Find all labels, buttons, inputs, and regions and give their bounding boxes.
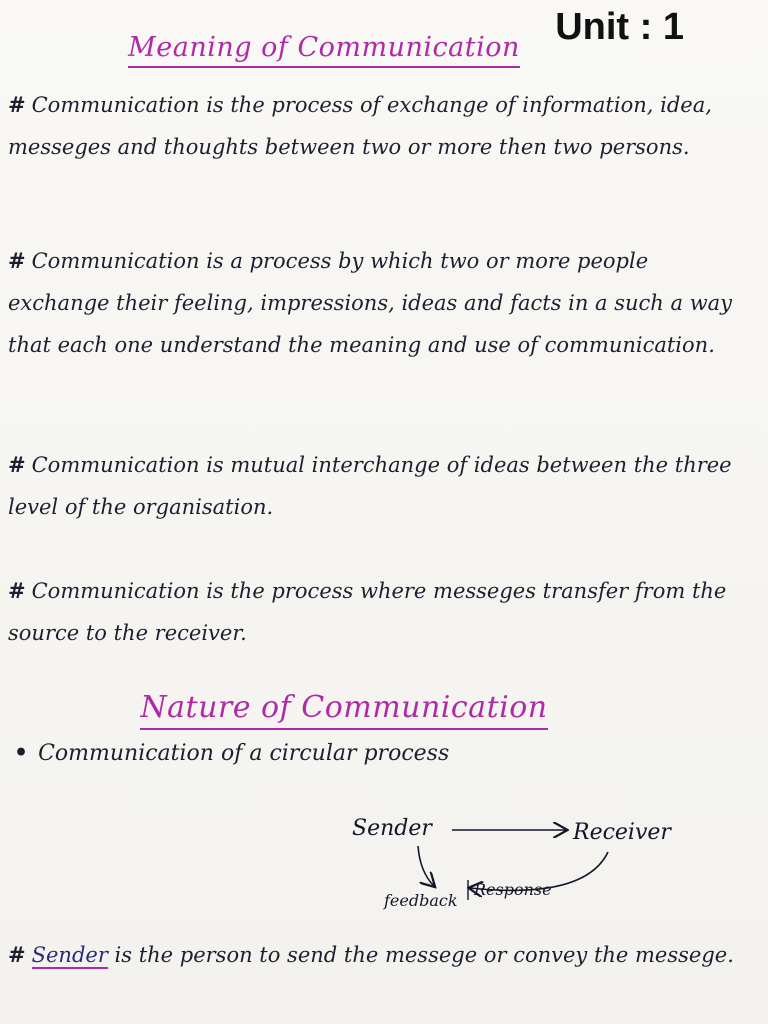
diagram-response-label: Response xyxy=(474,880,552,899)
diagram-feedback-label: feedback xyxy=(384,891,458,910)
paragraph-text: is the person to send the messege or convey the messege. xyxy=(107,943,734,967)
hash-symbol: # xyxy=(8,453,26,477)
paragraph-text: Communication is mutual interchange of ideas between the three level of the organisation. xyxy=(8,453,732,519)
hash-symbol: # xyxy=(8,943,26,967)
bullet-item xyxy=(14,740,734,766)
bullet-dot: • xyxy=(14,740,29,766)
heading-meaning-of-communication: Meaning of Communication xyxy=(0,32,768,68)
heading-nature-of-communication: Nature of Communication xyxy=(0,690,768,730)
bullet-text: Communication of a circular process xyxy=(38,741,450,766)
paragraph-3 xyxy=(8,444,743,528)
sender-to-feedback-arrow xyxy=(418,846,434,886)
paragraph-4 xyxy=(8,570,743,654)
diagram-sender-label: Sender xyxy=(352,816,432,841)
paragraph-text: Communication is the process of exchange of information, idea, messeges and thoughts between two or more then two persons. xyxy=(8,93,712,159)
hash-symbol: # xyxy=(8,579,26,603)
paragraph-2 xyxy=(8,240,743,366)
paragraph-sender-definition xyxy=(8,934,743,976)
diagram-receiver-label: Receiver xyxy=(573,820,671,845)
hash-symbol: # xyxy=(8,93,26,117)
paragraph-1 xyxy=(8,84,743,168)
paragraph-text: Communication is the process where messeges transfer from the source to the receiver. xyxy=(8,579,727,645)
paragraph-text: Communication is a process by which two or more people exchange their feeling, impressions, ideas and facts in a such a way that each one understand the meaning and use of communication. xyxy=(8,249,733,357)
unit-label: Unit : 1 xyxy=(555,6,684,48)
sender-term: Sender xyxy=(31,943,108,967)
hash-symbol: # xyxy=(8,249,26,273)
